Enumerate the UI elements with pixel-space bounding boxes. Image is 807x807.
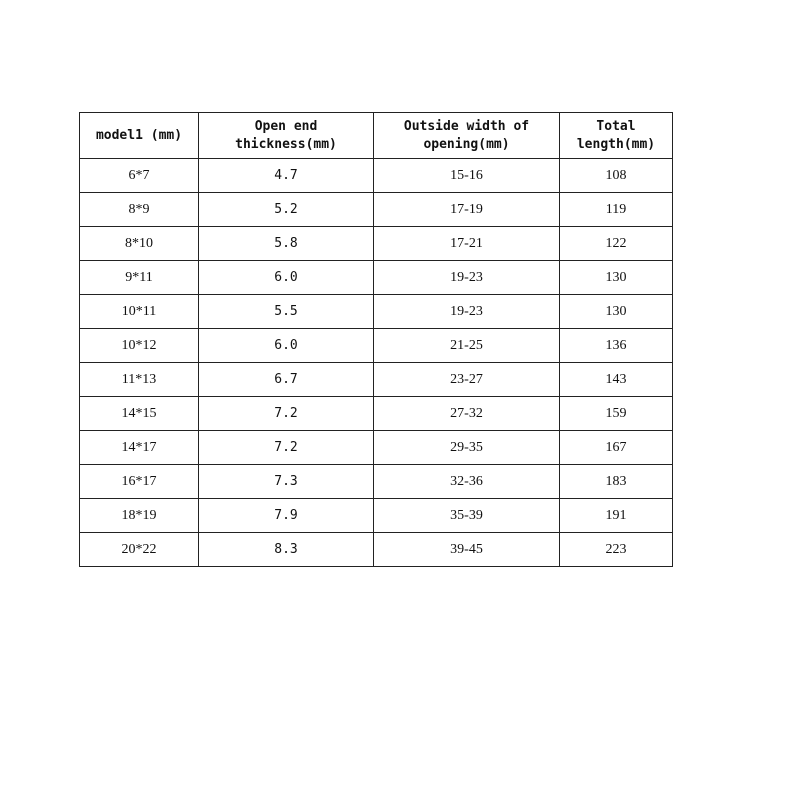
table-row bbox=[80, 499, 673, 533]
cell-total-length: 122 bbox=[560, 227, 673, 261]
cell-model: 9*11 bbox=[80, 261, 199, 295]
cell-open-end-thickness: 7.9 bbox=[199, 499, 374, 533]
table-row bbox=[80, 193, 673, 227]
table-row bbox=[80, 329, 673, 363]
cell-outside-width: 32-36 bbox=[374, 465, 560, 499]
cell-total-length: 167 bbox=[560, 431, 673, 465]
table-row bbox=[80, 397, 673, 431]
table-row bbox=[80, 159, 673, 193]
cell-outside-width: 29-35 bbox=[374, 431, 560, 465]
cell-model: 11*13 bbox=[80, 363, 199, 397]
header-model-line-1: model1 (mm) bbox=[95, 127, 183, 143]
cell-open-end-thickness: 5.2 bbox=[199, 193, 374, 227]
cell-model: 14*17 bbox=[80, 431, 199, 465]
cell-open-end-thickness: 7.2 bbox=[199, 431, 374, 465]
cell-total-length: 136 bbox=[560, 329, 673, 363]
cell-open-end-thickness: 6.0 bbox=[199, 261, 374, 295]
header-outside-width-line-2: opening(mm) bbox=[423, 136, 510, 152]
cell-model: 8*9 bbox=[80, 193, 199, 227]
cell-outside-width: 23-27 bbox=[374, 363, 560, 397]
cell-model: 16*17 bbox=[80, 465, 199, 499]
header-total-length-line-1: Total bbox=[596, 118, 636, 134]
cell-model: 6*7 bbox=[80, 159, 199, 193]
cell-outside-width: 39-45 bbox=[374, 533, 560, 567]
table-row bbox=[80, 227, 673, 261]
cell-total-length: 191 bbox=[560, 499, 673, 533]
cell-total-length: 119 bbox=[560, 193, 673, 227]
cell-total-length: 143 bbox=[560, 363, 673, 397]
table-body bbox=[80, 159, 673, 567]
cell-model: 14*15 bbox=[80, 397, 199, 431]
table-row bbox=[80, 533, 673, 567]
header-total-length bbox=[560, 113, 673, 159]
table-row bbox=[80, 465, 673, 499]
cell-open-end-thickness: 6.0 bbox=[199, 329, 374, 363]
cell-model: 10*11 bbox=[80, 295, 199, 329]
header-model bbox=[80, 113, 199, 159]
table-row bbox=[80, 295, 673, 329]
header-total-length-line-2: length(mm) bbox=[576, 136, 656, 152]
cell-outside-width: 19-23 bbox=[374, 261, 560, 295]
table-row bbox=[80, 261, 673, 295]
cell-total-length: 108 bbox=[560, 159, 673, 193]
cell-open-end-thickness: 7.3 bbox=[199, 465, 374, 499]
table-header bbox=[80, 113, 673, 159]
cell-total-length: 130 bbox=[560, 295, 673, 329]
cell-outside-width: 17-21 bbox=[374, 227, 560, 261]
header-outside-width bbox=[374, 113, 560, 159]
cell-total-length: 130 bbox=[560, 261, 673, 295]
cell-model: 8*10 bbox=[80, 227, 199, 261]
cell-model: 18*19 bbox=[80, 499, 199, 533]
cell-outside-width: 15-16 bbox=[374, 159, 560, 193]
cell-outside-width: 35-39 bbox=[374, 499, 560, 533]
cell-open-end-thickness: 7.2 bbox=[199, 397, 374, 431]
header-open-end-thickness-line-1: Open end bbox=[254, 118, 318, 134]
cell-outside-width: 17-19 bbox=[374, 193, 560, 227]
spec-table bbox=[79, 112, 673, 567]
cell-model: 20*22 bbox=[80, 533, 199, 567]
header-open-end-thickness-line-2: thickness(mm) bbox=[235, 136, 337, 152]
cell-outside-width: 19-23 bbox=[374, 295, 560, 329]
cell-outside-width: 21-25 bbox=[374, 329, 560, 363]
cell-open-end-thickness: 4.7 bbox=[199, 159, 374, 193]
cell-outside-width: 27-32 bbox=[374, 397, 560, 431]
cell-total-length: 223 bbox=[560, 533, 673, 567]
cell-open-end-thickness: 8.3 bbox=[199, 533, 374, 567]
cell-model: 10*12 bbox=[80, 329, 199, 363]
table-row bbox=[80, 363, 673, 397]
cell-total-length: 159 bbox=[560, 397, 673, 431]
cell-open-end-thickness: 5.8 bbox=[199, 227, 374, 261]
cell-open-end-thickness: 6.7 bbox=[199, 363, 374, 397]
cell-total-length: 183 bbox=[560, 465, 673, 499]
header-open-end-thickness bbox=[199, 113, 374, 159]
header-row bbox=[80, 113, 673, 159]
table-row bbox=[80, 431, 673, 465]
cell-open-end-thickness: 5.5 bbox=[199, 295, 374, 329]
header-outside-width-line-1: Outside width of bbox=[403, 118, 530, 134]
